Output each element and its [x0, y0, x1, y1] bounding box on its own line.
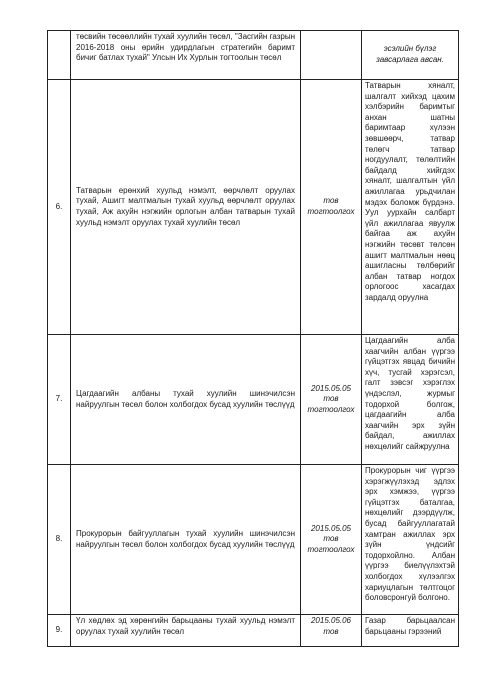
table-row: [48, 465, 459, 615]
date-cell: [301, 80, 362, 335]
row-number: 8.: [48, 465, 71, 615]
row-number: 9.: [48, 615, 71, 647]
date-value: 2015.05.05: [310, 523, 352, 533]
bill-title: Татварын ерөнхий хуульд нэмэлт, өөрчлөлт оруулах тухай, Ашигт малтмалын тухай хуульд өөрчлөлт оруулах тухай, Аж ахуйн нэгжийн орлогын албан татварын тухай хуульд нэмэлт оруулах тухай хуулийн төсөл: [71, 80, 301, 335]
table-row: [48, 335, 459, 465]
status-value: тов тогтоолгох: [307, 196, 355, 216]
table-row: [48, 80, 459, 335]
bill-title: төсвийн төсөөллийн тухай хуулийн төсөл, "Засгийн газрын 2016-2018 оны өрийн удирдлагын стратегийн баримт бичиг батлах тухай" Улсын Их Хурлын тогтоолын төсөл: [71, 31, 301, 80]
legislation-table: [47, 30, 459, 647]
status-value: тов тогтоолгох: [307, 534, 355, 554]
status-value: тов: [323, 626, 339, 636]
note-cell: эсэлийн бүлэг завсарлага авсан.: [362, 31, 459, 80]
date-value: 2015.05.05: [310, 383, 352, 393]
note-cell: Цагдаагийн алба хаагчийн албан үүргээ гүйцэтгэх явцад бичийн хүч, тусгай хэрэгсэл, галт зэвсэг хэрэглэх үндэслэл, журмыг тодорхой болгож, цагдаагийн алба хаагчийн эрх зүйн байдал, ажиллах нөхцөлийг сайжруулна: [362, 335, 459, 465]
table-row: [48, 31, 459, 80]
row-number: [48, 31, 71, 80]
table-row: [48, 615, 459, 647]
bill-title: Үл хөдлөх эд хөрөнгийн барьцааны тухай хуульд нэмэлт оруулах тухай хуулийн төсөл: [71, 615, 301, 647]
note-cell: Татварын хяналт, шалгалт хийхэд цахим хэлбэрийн баримтыг анхан шатны баримтаар хүлээн зөвшөөрч, татвар төлөгч татвар ногдуулалт, төлөлтийн байдалд хийгдэх хяналт, шалгалтын үйл ажиллагаа урьдчилан мэдэх боломж бүрдэнэ. Уул уурхайн салбарт үйл ажиллагаа явуулж байгаа аж ахуйн нэгжийн төсөвт төлсөн ашигт малтмалын нөөц ашигласны төлбөрийг албан татвар ногдох орлогоос хасагдах зардалд оруулна: [362, 80, 459, 335]
date-cell: [301, 465, 362, 615]
date-value: 2015.05.06: [310, 616, 352, 625]
date-cell: [301, 615, 362, 647]
note-cell: Прокурорын чиг үүргээ хэрэгжүүлэхэд эдлэх эрх хэмжээ, үүргээ гүйцэтгэх баталгаа, нөхцөлийг дээрдүүлж, бусад байгууллагатай хамтран ажиллах эрх зүйн үндсийг тодорхойлно. Албан үүргээ биелүүлэхтэй холбогдох хүлээлгэх хариуцлагын төлтгоцог боловсронгуй болгоно.: [362, 465, 459, 615]
note-cell: Газар барьцаалсан барьцааны гэрээний: [362, 615, 459, 647]
bill-title: Прокурорын байгууллагын тухай хуулийн шинэчилсэн найруулгын төсөл болон холбогдох бусад хуулийн төслүүд: [71, 465, 301, 615]
document-page: [47, 30, 455, 647]
row-number: 6.: [48, 80, 71, 335]
bill-title: Цагдаагийн албаны тухай хуулийн шинэчилсэн найруулгын төсөл болон холбогдох бусад хуулийн төслүүд: [71, 335, 301, 465]
status-value: тов тогтоолгох: [307, 394, 355, 414]
date-cell: [301, 31, 362, 80]
row-number: 7.: [48, 335, 71, 465]
date-cell: [301, 335, 362, 465]
